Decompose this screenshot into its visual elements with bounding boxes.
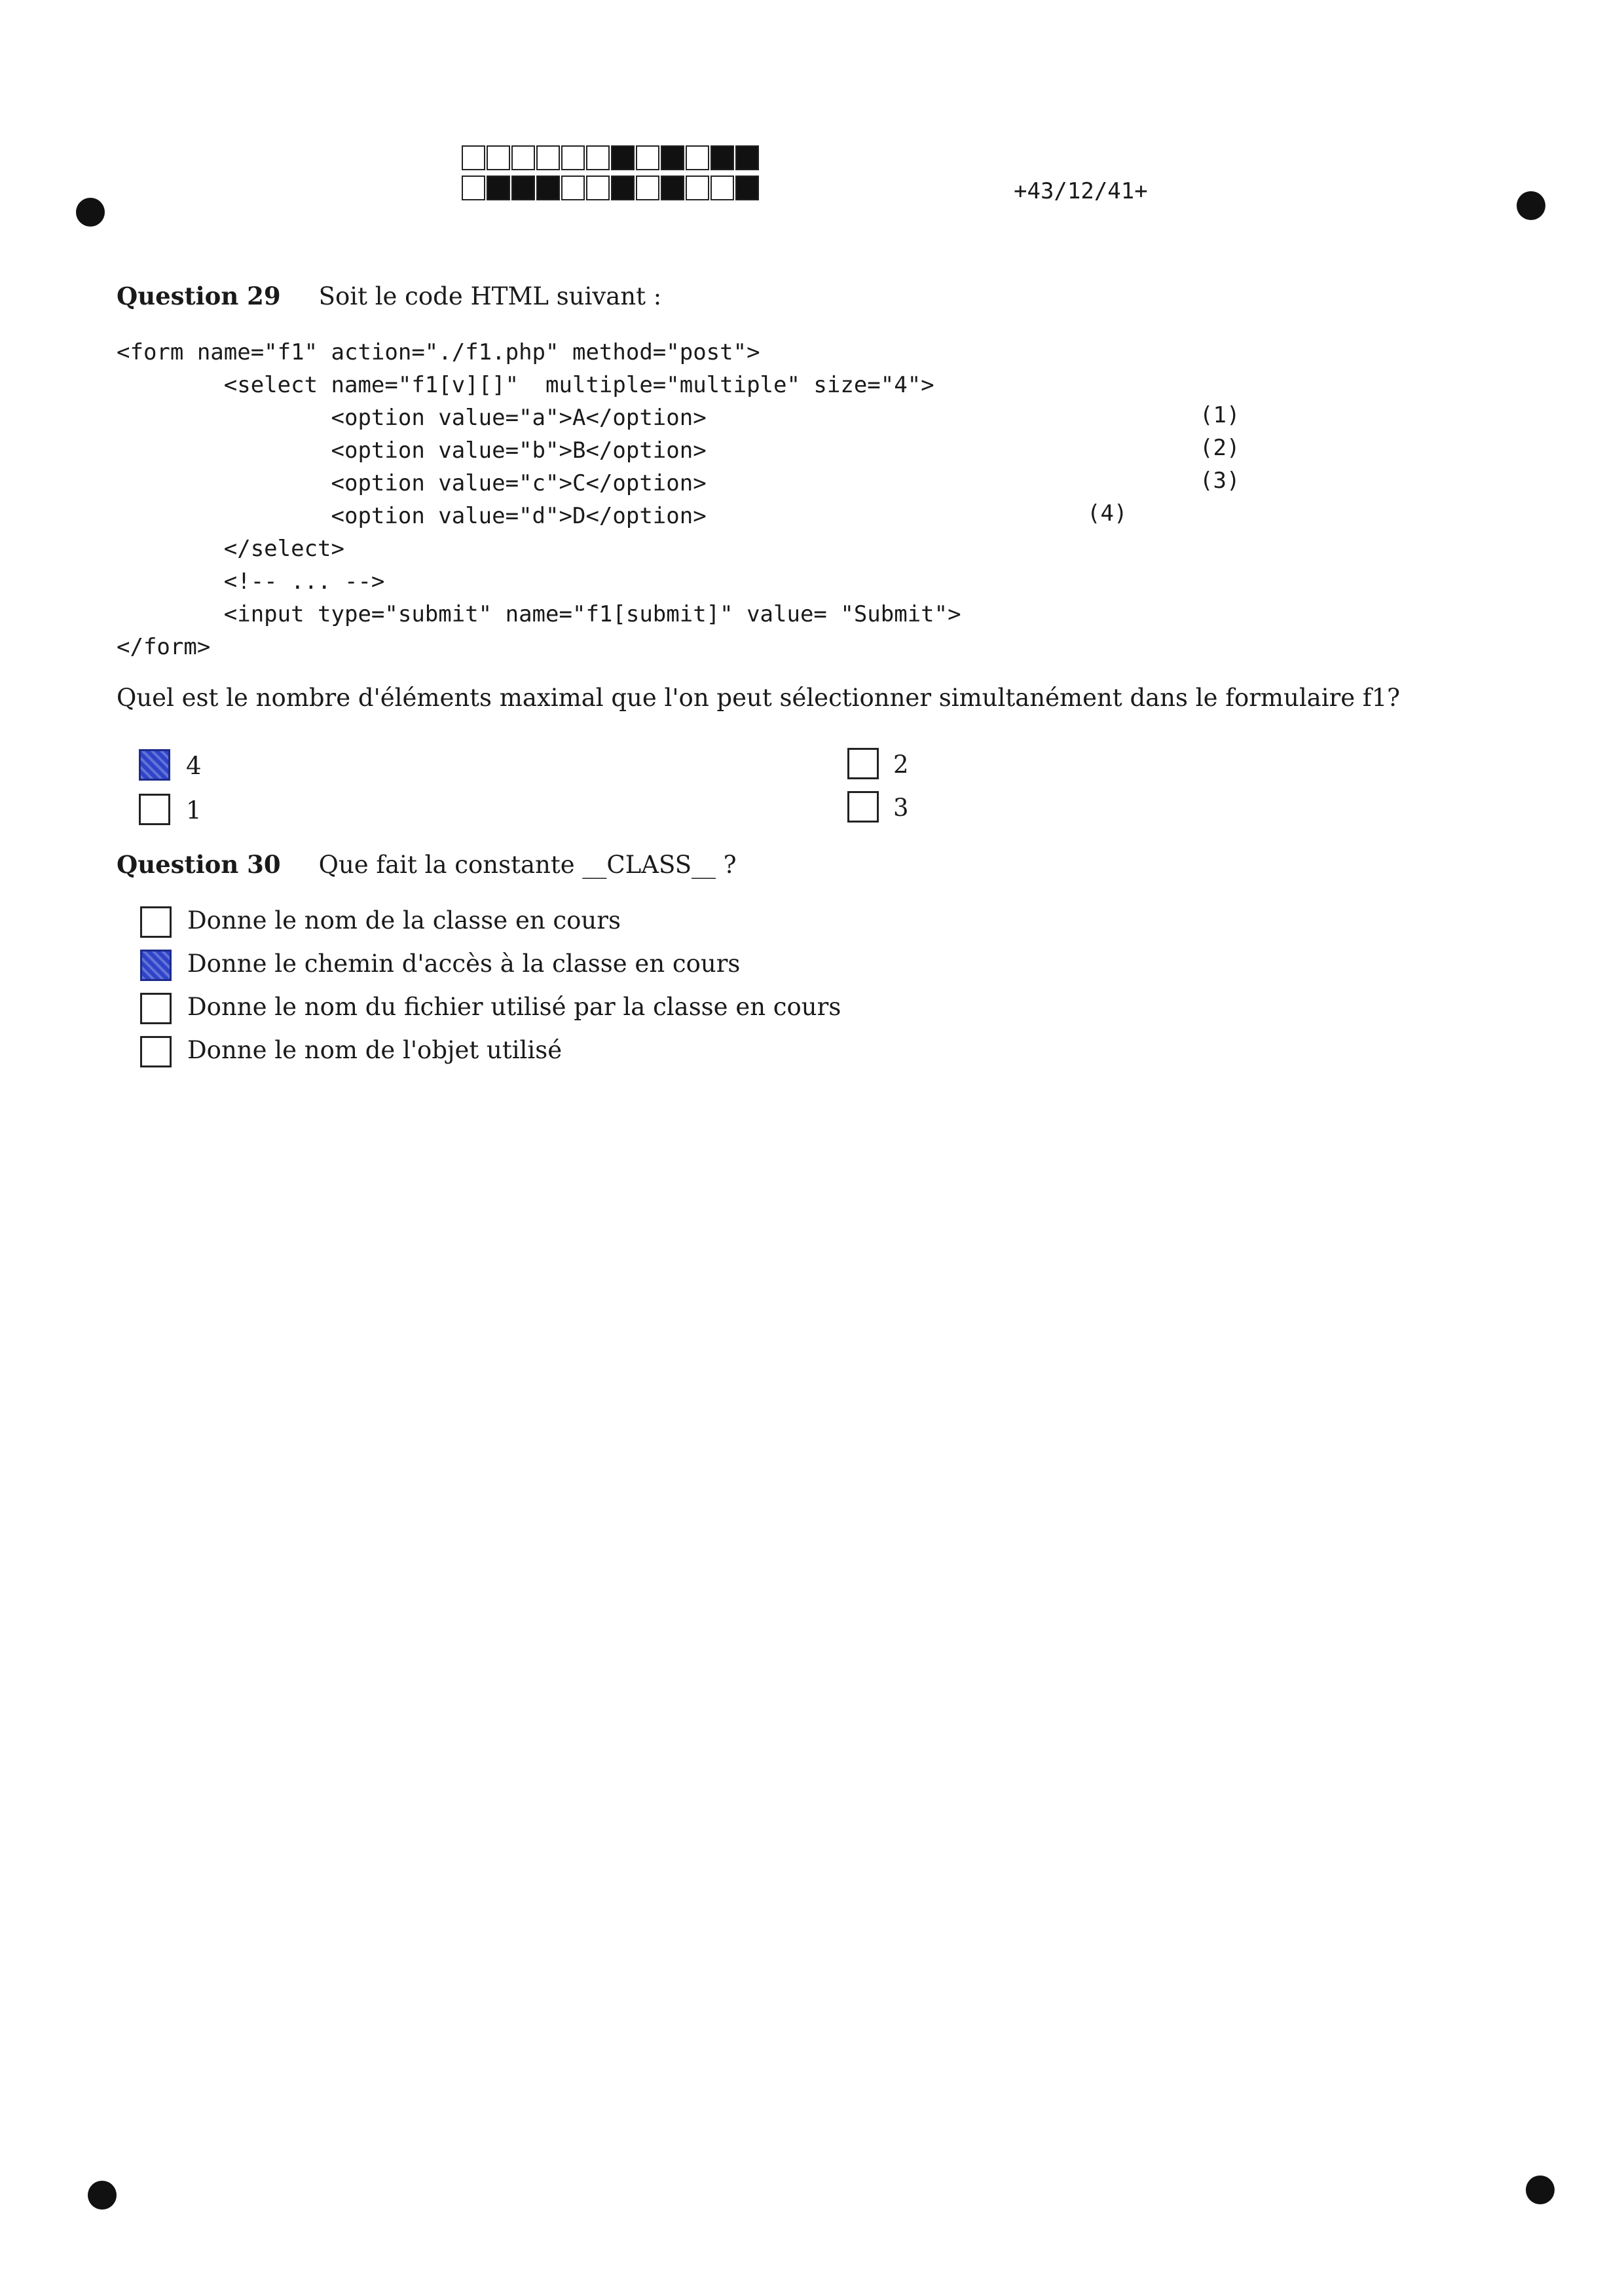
code-line-number: (3)	[1200, 468, 1240, 494]
code-line: </form>	[117, 634, 211, 660]
page-id: +43/12/41+	[1014, 178, 1148, 204]
barcode-cell	[686, 145, 709, 170]
registration-mark-bottom-left	[88, 2181, 117, 2210]
barcode-cell	[586, 176, 610, 200]
barcode-cell	[661, 145, 684, 170]
barcode-cell	[735, 176, 759, 200]
barcode-cell	[561, 145, 585, 170]
barcode-cell	[487, 145, 510, 170]
code-line: </select>	[117, 536, 344, 562]
barcode-cell	[511, 145, 535, 170]
barcode-cell	[487, 176, 510, 200]
page-barcode	[462, 145, 760, 206]
q29-title	[117, 282, 661, 310]
code-line: <option value="a">A</option>	[117, 405, 707, 431]
code-line: <option value="d">D</option>	[117, 503, 707, 529]
q29-checkbox-4[interactable]	[139, 749, 170, 781]
registration-mark-top-left	[76, 198, 105, 227]
barcode-cell	[462, 145, 485, 170]
barcode-cell	[561, 176, 585, 200]
q30-checkbox-4[interactable]	[140, 1036, 172, 1067]
registration-mark-top-right	[1517, 191, 1545, 220]
q29-prompt: Soit le code HTML suivant :	[318, 282, 662, 310]
barcode-cell	[536, 176, 560, 200]
barcode-cell	[586, 145, 610, 170]
q30-option-2-label: Donne le chemin d'accès à la classe en cours	[187, 950, 741, 978]
barcode-cell	[710, 145, 734, 170]
barcode-cell	[636, 176, 659, 200]
registration-mark-bottom-right	[1526, 2176, 1555, 2204]
q30-title	[117, 850, 737, 879]
barcode-cell	[661, 176, 684, 200]
q30-option-3-label: Donne le nom du fichier utilisé par la classe en cours	[187, 993, 841, 1021]
code-line-number: (2)	[1200, 435, 1240, 461]
q29-question: Quel est le nombre d'éléments maximal que l'on peut sélectionner simultanément dans le formulaire f1?	[117, 684, 1400, 712]
q29-checkbox-1[interactable]	[139, 794, 170, 825]
q29-option-3-label: 3	[893, 794, 909, 822]
barcode-cell	[611, 145, 635, 170]
q30-prompt: Que fait la constante __CLASS__ ?	[318, 851, 737, 879]
q30-checkbox-1[interactable]	[140, 906, 172, 938]
q29-checkbox-2[interactable]	[847, 748, 879, 779]
q29-checkbox-3[interactable]	[847, 791, 879, 823]
q29-option-1-label: 1	[186, 796, 202, 824]
barcode-cell	[636, 145, 659, 170]
barcode-cell	[536, 145, 560, 170]
barcode-cell	[611, 176, 635, 200]
barcode-row-2	[462, 176, 760, 202]
q29-label: Question 29	[117, 282, 281, 310]
code-line-number: (1)	[1200, 402, 1240, 428]
q30-option-4-label: Donne le nom de l'objet utilisé	[187, 1036, 563, 1064]
q30-checkbox-3[interactable]	[140, 993, 172, 1024]
code-line: <form name="f1" action="./f1.php" method="post">	[117, 339, 760, 365]
q30-label: Question 30	[117, 850, 281, 879]
barcode-cell	[710, 176, 734, 200]
q29-option-4-label: 4	[186, 752, 202, 780]
code-line: <!-- ... -->	[117, 568, 385, 595]
barcode-cell	[686, 176, 709, 200]
code-line: <input type="submit" name="f1[submit]" value= "Submit">	[117, 601, 961, 627]
q30-option-1-label: Donne le nom de la classe en cours	[187, 906, 621, 935]
barcode-cell	[511, 176, 535, 200]
q30-checkbox-2[interactable]	[140, 950, 172, 981]
code-line: <option value="c">C</option>	[117, 470, 707, 496]
barcode-cell	[462, 176, 485, 200]
q29-option-2-label: 2	[893, 750, 909, 779]
barcode-row-1	[462, 145, 760, 172]
code-line: <select name="f1[v][]" multiple="multiple" size="4">	[117, 372, 934, 398]
barcode-cell	[735, 145, 759, 170]
code-line-number: (4)	[1087, 500, 1128, 527]
code-line: <option value="b">B</option>	[117, 437, 707, 464]
